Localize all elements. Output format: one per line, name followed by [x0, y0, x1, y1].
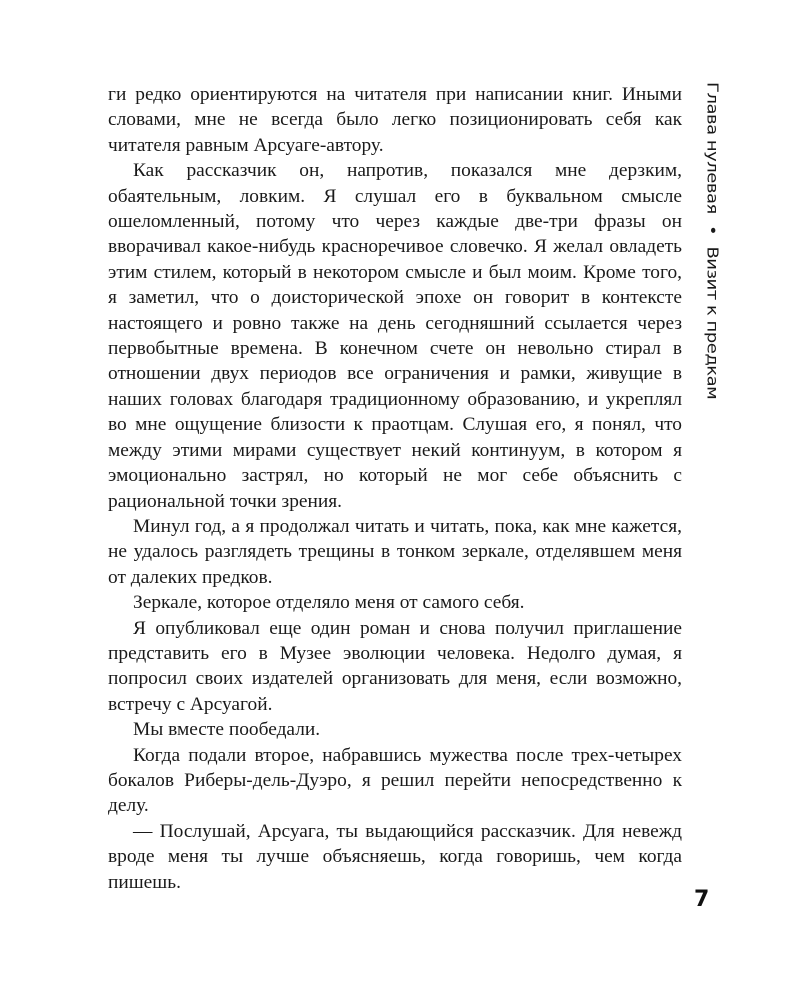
- paragraph-continuation: ги редко ориентируются на читателя при написании книг. Иными словами, мне не всегда было легко позиционировать себя как читателя равным Арсуаге-автору.: [108, 84, 682, 156]
- running-head: [696, 82, 721, 400]
- body-text: [108, 82, 682, 895]
- paragraph-dialogue: — Послушай, Арсуага, ты выдающийся рассказчик. Для невежд вроде меня ты лучше объясняешь, когда говоришь, чем когда пишешь.: [108, 820, 682, 893]
- paragraph-lunch: Мы вместе пообедали.: [133, 719, 321, 741]
- paragraph-year-passed: Минул год, а я продолжал читать и читать, пока, как мне кажется, не удалось разглядеть трещины в тонком зеркале, отделявшем меня от далеких предков.: [108, 515, 682, 588]
- page-number: 7: [694, 887, 710, 912]
- running-head-section: Визит к предкам: [703, 246, 721, 400]
- paragraph-storyteller: Как рассказчик он, напротив, показался мне дерзким, обаятельным, ловким. Я слушал его в буквальном смысле ошеломленный, потому что через каждые две-три фразы он вворачивал какое-нибудь красноречивое словечко. Я желал овладеть этим стилем, который в некотором смысле и был моим. Кроме того, я заметил, что о доисторической эпохе он говорит в контексте настоящего и ровно также на день сегодняшний ссылается через первобытные времена. В конечном счете он невольно стирал в отношении двух периодов все ограничения и рамки, живущие в наших головах благодаря традиционному образованию, и укреплял во мне ощущение близости к праотцам. Слушая его, я понял, что между этими мирами существует некий континуум, в котором я эмоционально застрял, но который не мог себе объяснить с рациональной точки зрения.: [108, 160, 682, 512]
- paragraph-mirror: Зеркале, которое отделяло меня от самого себя.: [133, 592, 525, 614]
- running-head-chapter: Глава нулевая: [703, 82, 721, 214]
- paragraph-published-novel: Я опубликовал еще один роман и снова получил приглашение представить его в Музее эволюции человека. Недолго думая, я попросил своих издателей организовать для меня, если возможно, встречу с Арсуагой.: [108, 617, 682, 715]
- paragraph-second-course: Когда подали второе, набравшись мужества после трех-четырех бокалов Риберы-дель-Дуэро, я решил перейти непосредственно к делу.: [108, 744, 682, 817]
- running-head-separator: •: [703, 225, 721, 236]
